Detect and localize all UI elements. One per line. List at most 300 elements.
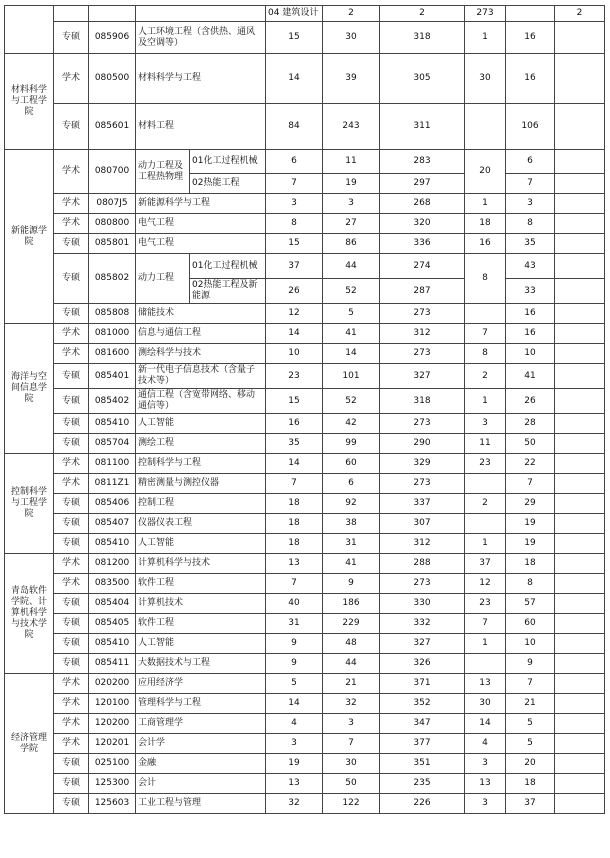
value-cell-2: 11	[323, 150, 380, 174]
college-cell: 新能源学院	[5, 150, 54, 324]
code-cell: 120201	[89, 734, 136, 754]
note-cell	[555, 414, 605, 434]
plan-cell: 28	[506, 414, 555, 434]
direction-cell: 02热能工程及新能源	[190, 279, 266, 304]
value-cell-1: 6	[266, 150, 323, 174]
plan-cell: 18	[506, 554, 555, 574]
type-cell: 专硕	[54, 614, 89, 634]
exempt-count-cell	[506, 6, 555, 22]
major-cell: 软件工程	[136, 574, 266, 594]
table-row	[5, 654, 605, 674]
exempt-count-cell: 1	[465, 194, 506, 214]
value-cell-2: 52	[323, 279, 380, 304]
plan-cell: 16	[506, 304, 555, 324]
type-cell: 学术	[54, 694, 89, 714]
score-cell: 290	[380, 434, 465, 454]
type-cell: 学术	[54, 554, 89, 574]
plan-cell: 60	[506, 614, 555, 634]
value-cell-1: 9	[266, 634, 323, 654]
table-row	[5, 474, 605, 494]
major-cell: 人工智能	[136, 534, 266, 554]
major-cell: 控制科学与工程	[136, 454, 266, 474]
plan-cell: 10	[506, 634, 555, 654]
table-row	[5, 694, 605, 714]
value-cell-1: 8	[266, 214, 323, 234]
college-cell: 材料科学与工程学院	[5, 54, 54, 150]
exempt-count-cell: 8	[465, 344, 506, 364]
value-cell-2: 7	[323, 734, 380, 754]
exempt-count-cell: 2	[465, 364, 506, 389]
note-cell	[555, 254, 605, 279]
code-cell: 081100	[89, 454, 136, 474]
score-cell: 273	[380, 304, 465, 324]
type-cell: 学术	[54, 214, 89, 234]
type-cell: 专硕	[54, 634, 89, 654]
note-cell	[555, 654, 605, 674]
exempt-count-cell: 7	[465, 324, 506, 344]
plan-cell: 3	[506, 194, 555, 214]
plan-cell: 9	[506, 654, 555, 674]
exempt-count-cell: 3	[465, 794, 506, 814]
exempt-count-cell: 16	[465, 234, 506, 254]
type-cell	[54, 6, 89, 22]
table-row	[5, 574, 605, 594]
value-cell-1: 2	[323, 6, 380, 22]
exempt-count-cell: 1	[465, 634, 506, 654]
type-cell: 专硕	[54, 364, 89, 389]
code-cell: 080800	[89, 214, 136, 234]
value-cell-1: 31	[266, 614, 323, 634]
note-cell	[555, 104, 605, 150]
exempt-count-cell: 30	[465, 694, 506, 714]
note-cell	[555, 534, 605, 554]
value-cell-2: 229	[323, 614, 380, 634]
plan-cell: 50	[506, 434, 555, 454]
major-cell: 人工智能	[136, 414, 266, 434]
plan-cell: 26	[506, 389, 555, 414]
value-cell-1: 12	[266, 304, 323, 324]
major-cell: 软件工程	[136, 614, 266, 634]
note-cell	[555, 454, 605, 474]
table-row	[5, 344, 605, 364]
type-cell: 学术	[54, 714, 89, 734]
code-cell: 085411	[89, 654, 136, 674]
plan-cell: 57	[506, 594, 555, 614]
value-cell-2: 27	[323, 214, 380, 234]
code-cell: 085410	[89, 414, 136, 434]
value-cell-2: 38	[323, 514, 380, 534]
major-cell: 控制工程	[136, 494, 266, 514]
type-cell: 学术	[54, 150, 89, 194]
value-cell-1: 5	[266, 674, 323, 694]
plan-cell: 19	[506, 514, 555, 534]
code-cell: 085601	[89, 104, 136, 150]
value-cell-2: 9	[323, 574, 380, 594]
exempt-count-cell: 12	[465, 574, 506, 594]
plan-cell: 20	[506, 754, 555, 774]
direction-cell: 01化工过程机械	[190, 254, 266, 279]
value-cell-1: 14	[266, 454, 323, 474]
code-cell: 085801	[89, 234, 136, 254]
plan-cell: 16	[506, 54, 555, 104]
plan-cell: 10	[506, 344, 555, 364]
value-cell-2: 52	[323, 389, 380, 414]
table-row	[5, 734, 605, 754]
type-cell: 学术	[54, 734, 89, 754]
type-cell: 专硕	[54, 304, 89, 324]
type-cell: 专硕	[54, 774, 89, 794]
plan-cell: 35	[506, 234, 555, 254]
score-cell: 318	[380, 22, 465, 54]
type-cell: 专硕	[54, 434, 89, 454]
exempt-count-cell: 14	[465, 714, 506, 734]
exempt-count-cell: 13	[465, 674, 506, 694]
exempt-count-cell: 18	[465, 214, 506, 234]
major-cell: 新一代电子信息技术（含量子技术等）	[136, 364, 266, 389]
score-cell: 273	[380, 344, 465, 364]
type-cell: 学术	[54, 474, 89, 494]
type-cell: 专硕	[54, 389, 89, 414]
major-cell: 工商管理学	[136, 714, 266, 734]
note-cell	[555, 389, 605, 414]
note-cell	[555, 734, 605, 754]
major-cell: 测绘工程	[136, 434, 266, 454]
note-cell	[555, 194, 605, 214]
code-cell: 085402	[89, 389, 136, 414]
type-cell: 学术	[54, 454, 89, 474]
note-cell	[555, 794, 605, 814]
major-cell: 储能技术	[136, 304, 266, 324]
value-cell-2: 41	[323, 324, 380, 344]
note-cell	[555, 364, 605, 389]
note-cell	[555, 434, 605, 454]
score-cell: 235	[380, 774, 465, 794]
direction-cell: 04 建筑设计	[266, 6, 323, 22]
score-cell: 283	[380, 150, 465, 174]
note-cell	[555, 634, 605, 654]
major-cell: 工业工程与管理	[136, 794, 266, 814]
value-cell-2: 21	[323, 674, 380, 694]
major-cell	[136, 6, 266, 22]
value-cell-2: 86	[323, 234, 380, 254]
plan-cell: 5	[506, 734, 555, 754]
table-row	[5, 389, 605, 414]
exempt-count-cell: 1	[465, 389, 506, 414]
code-cell: 125603	[89, 794, 136, 814]
value-cell-2: 60	[323, 454, 380, 474]
major-cell: 人工环境工程（含供热、通风及空调等）	[136, 22, 266, 54]
college-cell: 控制科学与工程学院	[5, 454, 54, 554]
value-cell-1: 7	[266, 174, 323, 194]
exempt-count-cell	[465, 104, 506, 150]
code-cell: 120100	[89, 694, 136, 714]
college-cell: 经济管理学院	[5, 674, 54, 814]
table-row	[5, 254, 605, 279]
value-cell-1: 9	[266, 654, 323, 674]
table-row	[5, 494, 605, 514]
value-cell-1: 18	[266, 514, 323, 534]
table-row	[5, 234, 605, 254]
value-cell-2: 44	[323, 254, 380, 279]
value-cell-2: 31	[323, 534, 380, 554]
code-cell: 085407	[89, 514, 136, 534]
note-cell	[555, 514, 605, 534]
major-cell: 仪器仪表工程	[136, 514, 266, 534]
score-cell: 288	[380, 554, 465, 574]
table-row	[5, 614, 605, 634]
code-cell: 080700	[89, 150, 136, 194]
value-cell-1: 18	[266, 534, 323, 554]
type-cell: 专硕	[54, 654, 89, 674]
score-cell: 377	[380, 734, 465, 754]
value-cell-1: 32	[266, 794, 323, 814]
major-cell: 计算机科学与技术	[136, 554, 266, 574]
major-cell: 动力工程	[136, 254, 190, 304]
type-cell: 学术	[54, 574, 89, 594]
admission-table	[4, 5, 605, 814]
plan-cell: 43	[506, 254, 555, 279]
score-cell: 336	[380, 234, 465, 254]
code-cell: 085405	[89, 614, 136, 634]
exempt-count-cell: 23	[465, 594, 506, 614]
value-cell-1: 40	[266, 594, 323, 614]
type-cell: 专硕	[54, 254, 89, 304]
table-row	[5, 714, 605, 734]
code-cell: 0811Z1	[89, 474, 136, 494]
college-cell: 青岛软件学院、计算机科学与技术学院	[5, 554, 54, 674]
score-cell: 332	[380, 614, 465, 634]
type-cell: 专硕	[54, 22, 89, 54]
score-cell: 330	[380, 594, 465, 614]
value-cell-2: 3	[323, 194, 380, 214]
plan-cell: 2	[555, 6, 605, 22]
major-cell: 通信工程（含宽带网络、移动通信等）	[136, 389, 266, 414]
exempt-count-cell	[465, 304, 506, 324]
exempt-count-cell: 4	[465, 734, 506, 754]
exempt-count-cell: 7	[465, 614, 506, 634]
score-cell: 268	[380, 194, 465, 214]
code-cell: 081600	[89, 344, 136, 364]
exempt-count-cell: 1	[465, 22, 506, 54]
note-cell	[555, 22, 605, 54]
type-cell: 学术	[54, 324, 89, 344]
note-cell	[555, 474, 605, 494]
value-cell-2: 32	[323, 694, 380, 714]
code-cell: 081200	[89, 554, 136, 574]
major-cell: 会计	[136, 774, 266, 794]
value-cell-1: 14	[266, 54, 323, 104]
code-cell: 083500	[89, 574, 136, 594]
exempt-count-cell: 30	[465, 54, 506, 104]
code-cell: 020200	[89, 674, 136, 694]
exempt-count-cell: 20	[465, 150, 506, 194]
value-cell-1: 7	[266, 474, 323, 494]
note-cell	[555, 234, 605, 254]
plan-cell: 41	[506, 364, 555, 389]
major-cell: 计算机技术	[136, 594, 266, 614]
value-cell-2: 5	[323, 304, 380, 324]
exempt-count-cell: 23	[465, 454, 506, 474]
plan-cell: 22	[506, 454, 555, 474]
major-cell: 金融	[136, 754, 266, 774]
college-cell: 海洋与空间信息学院	[5, 324, 54, 454]
exempt-count-cell: 13	[465, 774, 506, 794]
value-cell-2: 14	[323, 344, 380, 364]
score-cell: 327	[380, 364, 465, 389]
note-cell	[555, 344, 605, 364]
plan-cell: 106	[506, 104, 555, 150]
note-cell	[555, 54, 605, 104]
value-cell-2: 41	[323, 554, 380, 574]
code-cell: 025100	[89, 754, 136, 774]
type-cell: 专硕	[54, 494, 89, 514]
table-row	[5, 364, 605, 389]
code-cell: 085410	[89, 634, 136, 654]
code-cell: 085802	[89, 254, 136, 304]
score-cell: 371	[380, 674, 465, 694]
value-cell-1: 3	[266, 734, 323, 754]
value-cell-1: 4	[266, 714, 323, 734]
table-row	[5, 22, 605, 54]
table-row	[5, 304, 605, 324]
code-cell: 0807J5	[89, 194, 136, 214]
exempt-count-cell: 11	[465, 434, 506, 454]
value-cell-1: 37	[266, 254, 323, 279]
value-cell-2: 6	[323, 474, 380, 494]
exempt-count-cell: 3	[465, 414, 506, 434]
score-cell: 287	[380, 279, 465, 304]
table-row	[5, 214, 605, 234]
value-cell-2: 243	[323, 104, 380, 150]
type-cell: 专硕	[54, 594, 89, 614]
value-cell-1: 15	[266, 234, 323, 254]
value-cell-1: 14	[266, 694, 323, 714]
table-row	[5, 150, 605, 174]
code-cell: 085404	[89, 594, 136, 614]
college-cell	[5, 6, 54, 54]
value-cell-1: 13	[266, 554, 323, 574]
plan-cell: 37	[506, 794, 555, 814]
code-cell	[89, 6, 136, 22]
value-cell-2: 50	[323, 774, 380, 794]
major-cell: 会计学	[136, 734, 266, 754]
score-cell: 320	[380, 214, 465, 234]
value-cell-2: 44	[323, 654, 380, 674]
table-row	[5, 514, 605, 534]
table-row	[5, 634, 605, 654]
value-cell-2: 92	[323, 494, 380, 514]
value-cell-1: 13	[266, 774, 323, 794]
value-cell-1: 14	[266, 324, 323, 344]
plan-cell: 8	[506, 574, 555, 594]
score-cell: 318	[380, 389, 465, 414]
type-cell: 专硕	[54, 794, 89, 814]
value-cell-1: 15	[266, 389, 323, 414]
type-cell: 专硕	[54, 514, 89, 534]
plan-cell: 7	[506, 674, 555, 694]
type-cell: 专硕	[54, 754, 89, 774]
score-cell: 347	[380, 714, 465, 734]
note-cell	[555, 174, 605, 194]
value-cell-2: 42	[323, 414, 380, 434]
table-row	[5, 774, 605, 794]
major-cell: 管理科学与工程	[136, 694, 266, 714]
table-row	[5, 534, 605, 554]
value-cell-1: 10	[266, 344, 323, 364]
value-cell-1: 7	[266, 574, 323, 594]
score-cell: 226	[380, 794, 465, 814]
table-row	[5, 674, 605, 694]
score-cell: 273	[465, 6, 506, 22]
value-cell-2: 2	[380, 6, 465, 22]
note-cell	[555, 150, 605, 174]
note-cell	[555, 304, 605, 324]
plan-cell: 29	[506, 494, 555, 514]
exempt-count-cell: 8	[465, 254, 506, 304]
note-cell	[555, 594, 605, 614]
major-cell: 大数据技术与工程	[136, 654, 266, 674]
value-cell-2: 99	[323, 434, 380, 454]
plan-cell: 33	[506, 279, 555, 304]
value-cell-1: 16	[266, 414, 323, 434]
plan-cell: 19	[506, 534, 555, 554]
code-cell: 085401	[89, 364, 136, 389]
code-cell: 081000	[89, 324, 136, 344]
score-cell: 311	[380, 104, 465, 150]
type-cell: 学术	[54, 344, 89, 364]
major-cell: 电气工程	[136, 214, 266, 234]
exempt-count-cell	[465, 654, 506, 674]
value-cell-2: 48	[323, 634, 380, 654]
value-cell-2: 186	[323, 594, 380, 614]
plan-cell: 16	[506, 324, 555, 344]
score-cell: 273	[380, 574, 465, 594]
code-cell: 120200	[89, 714, 136, 734]
exempt-count-cell: 37	[465, 554, 506, 574]
table-row	[5, 54, 605, 104]
table-row	[5, 324, 605, 344]
code-cell: 125300	[89, 774, 136, 794]
score-cell: 352	[380, 694, 465, 714]
major-cell: 精密测量与测控仪器	[136, 474, 266, 494]
table-row	[5, 594, 605, 614]
direction-cell: 01化工过程机械	[190, 150, 266, 174]
value-cell-1: 18	[266, 494, 323, 514]
note-cell	[555, 494, 605, 514]
major-cell: 新能源科学与工程	[136, 194, 266, 214]
type-cell: 专硕	[54, 534, 89, 554]
table-row	[5, 194, 605, 214]
plan-cell: 7	[506, 474, 555, 494]
type-cell: 专硕	[54, 234, 89, 254]
major-cell: 材料工程	[136, 104, 266, 150]
score-cell: 327	[380, 634, 465, 654]
major-cell: 动力工程及工程热物理	[136, 150, 190, 194]
score-cell: 312	[380, 324, 465, 344]
table-row	[5, 794, 605, 814]
value-cell-1: 26	[266, 279, 323, 304]
score-cell: 337	[380, 494, 465, 514]
score-cell: 305	[380, 54, 465, 104]
value-cell-1: 15	[266, 22, 323, 54]
note-cell	[555, 714, 605, 734]
value-cell-1: 84	[266, 104, 323, 150]
code-cell: 085808	[89, 304, 136, 324]
type-cell: 学术	[54, 54, 89, 104]
plan-cell: 18	[506, 774, 555, 794]
note-cell	[555, 774, 605, 794]
plan-cell: 21	[506, 694, 555, 714]
